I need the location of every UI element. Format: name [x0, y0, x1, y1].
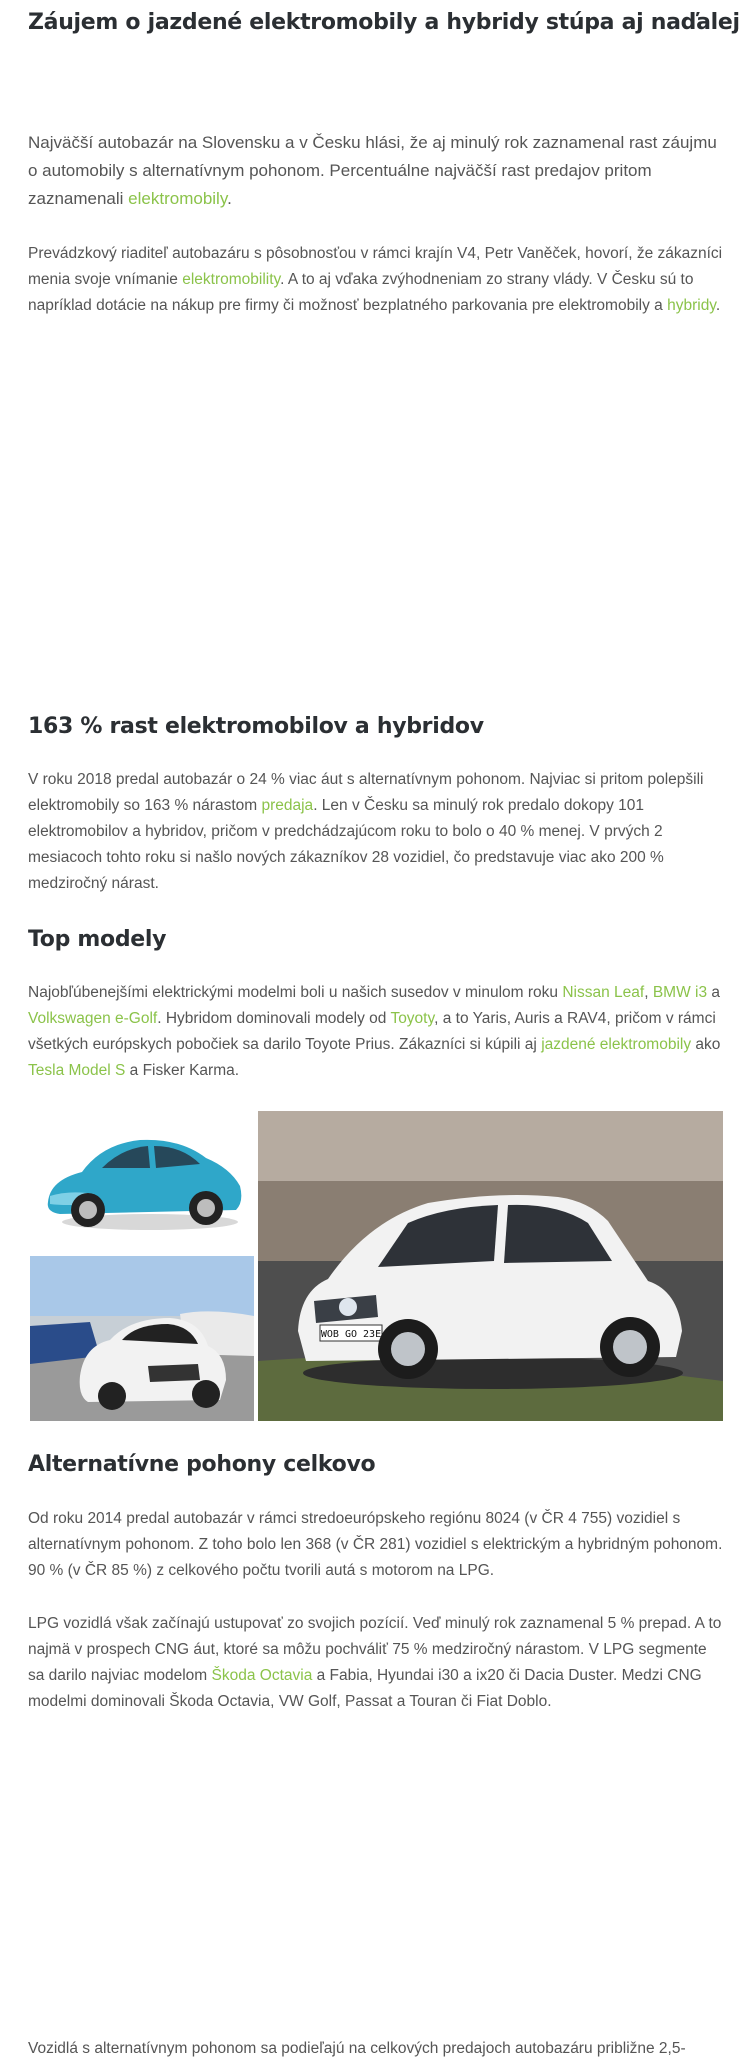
link-volkswagen-e-golf[interactable]: Volkswagen e-Golf	[28, 1010, 158, 1027]
p2-text-2: . A to aj vďaka zvýhodneniam zo strany vlády. V Česku sú to napríklad dotácie na nákup pre firmy či možnosť bezplatného parkovania pre elektromobily a	[28, 271, 694, 314]
s2-text-6: ako	[691, 1036, 721, 1053]
s2-text-2: ,	[644, 984, 653, 1001]
link-hybridy[interactable]: hybridy	[667, 297, 716, 314]
intro-text-2: .	[227, 189, 232, 208]
link-elektromobily[interactable]: elektromobily	[128, 189, 228, 208]
s3-text-2: a Fabia, Hyundai i30 a ix20 či Dacia Duster. Medzi CNG modelmi dominovali Škoda Octavia, VW Golf, Passat a Touran či Fiat Doblo.	[28, 1667, 702, 1710]
s2-text-3: a	[707, 984, 720, 1001]
p2-text-1: Prevádzkový riaditeľ autobazáru s pôsobnosťou v rámci krajín V4, Petr Vaněček, hovorí, že zákazníci menia svoje vnímanie	[28, 245, 723, 288]
section-heading-top-models: Top modely	[28, 927, 167, 952]
nissan-leaf-image	[30, 1110, 254, 1240]
link-skoda-octavia[interactable]: Škoda Octavia	[211, 1667, 313, 1684]
section-growth-paragraph	[28, 767, 726, 897]
link-tesla-model-s[interactable]: Tesla Model S	[28, 1062, 126, 1079]
s2-text-5: , a to Yaris, Auris a RAV4, pričom v rámci všetkých európskych pobočiek sa darilo Toyote Prius. Zákazníci si kúpili aj	[28, 1010, 716, 1053]
intro-paragraph	[28, 129, 726, 213]
section-heading-alternative: Alternatívne pohony celkovo	[28, 1452, 376, 1477]
section-alternative-paragraph-1: Od roku 2014 predal autobazár v rámci stredoeurópskeho regiónu 8024 (v ČR 4 755) vozidiel s alternatívnym pohonom. Z toho bolo len 368 (v ČR 281) vozidiel s elektrickým a hybridným pohonom. 90 % (v ČR 85 %) z celkového počtu tvorili autá s motorom na LPG.	[28, 1510, 723, 1579]
section-alternative-paragraph-3: Vozidlá s alternatívnym pohonom sa podieľajú na celkových predajoch autobazáru približne 2,5-	[28, 2040, 686, 2057]
link-predaja[interactable]: predaja	[261, 797, 314, 814]
link-bmw-i3[interactable]: BMW i3	[652, 984, 708, 1001]
s2-text-4: . Hybridom dominovali modely od	[157, 1010, 391, 1027]
s2-text-7: a Fisker Karma.	[125, 1062, 240, 1079]
article-title: Záujem o jazdené elektromobily a hybridy stúpa aj naďalej	[28, 10, 740, 35]
s3-text-1: LPG vozidlá však začínajú ustupovať zo svojich pozícií. Veď minulý rok zaznamenal 5 % prepad. A to najmä v prospech CNG áut, ktoré sa môžu pochváliť 75 % medziročný nárastom. V LPG segmente sa darilo najviac modelom	[28, 1615, 722, 1684]
s1-text-2: . Len v Česku sa minulý rok predalo dokopy 101 elektromobilov a hybridov, pričom v predchádzajúcom roku to bolo o 40 % menej. V prvých 2 mesiacoch tohto roku si našlo nových zákazníkov 28 vozidiel, čo predstavuje viac ako 200 % medziročný nárast.	[28, 797, 664, 892]
section-top-models-paragraph	[28, 980, 726, 1084]
link-elektromobility[interactable]: elektromobility	[182, 271, 281, 288]
bmw-i3-image	[30, 1256, 254, 1421]
paragraph-2	[28, 241, 726, 319]
volkswagen-e-golf-image	[258, 1111, 723, 1421]
section-alternative-paragraph-2	[28, 1611, 726, 1715]
s2-text-1: Najobľúbenejšími elektrickými modelmi boli u našich susedov v minulom roku	[28, 984, 563, 1001]
p2-text-3: .	[715, 297, 721, 314]
link-toyoty[interactable]: Toyoty	[390, 1010, 435, 1027]
link-jazdene-elektromobily[interactable]: jazdené elektromobily	[541, 1036, 692, 1053]
license-plate-text: WOB GO 23E	[320, 1329, 382, 1340]
s1-text-1: V roku 2018 predal autobazár o 24 % viac áut s alternatívnym pohonom. Najviac si pritom polepšili elektromobily so 163 % nárastom	[28, 771, 704, 814]
link-nissan-leaf[interactable]: Nissan Leaf	[562, 984, 645, 1001]
intro-text-1: Najväčší autobazár na Slovensku a v Česku hlási, že aj minulý rok zaznamenal rast záujmu o automobily s alternatívnym pohonom. Percentuálne najväčší rast predajov pritom zaznamenali	[28, 133, 717, 208]
section-heading-growth: 163 % rast elektromobilov a hybridov	[28, 714, 484, 739]
